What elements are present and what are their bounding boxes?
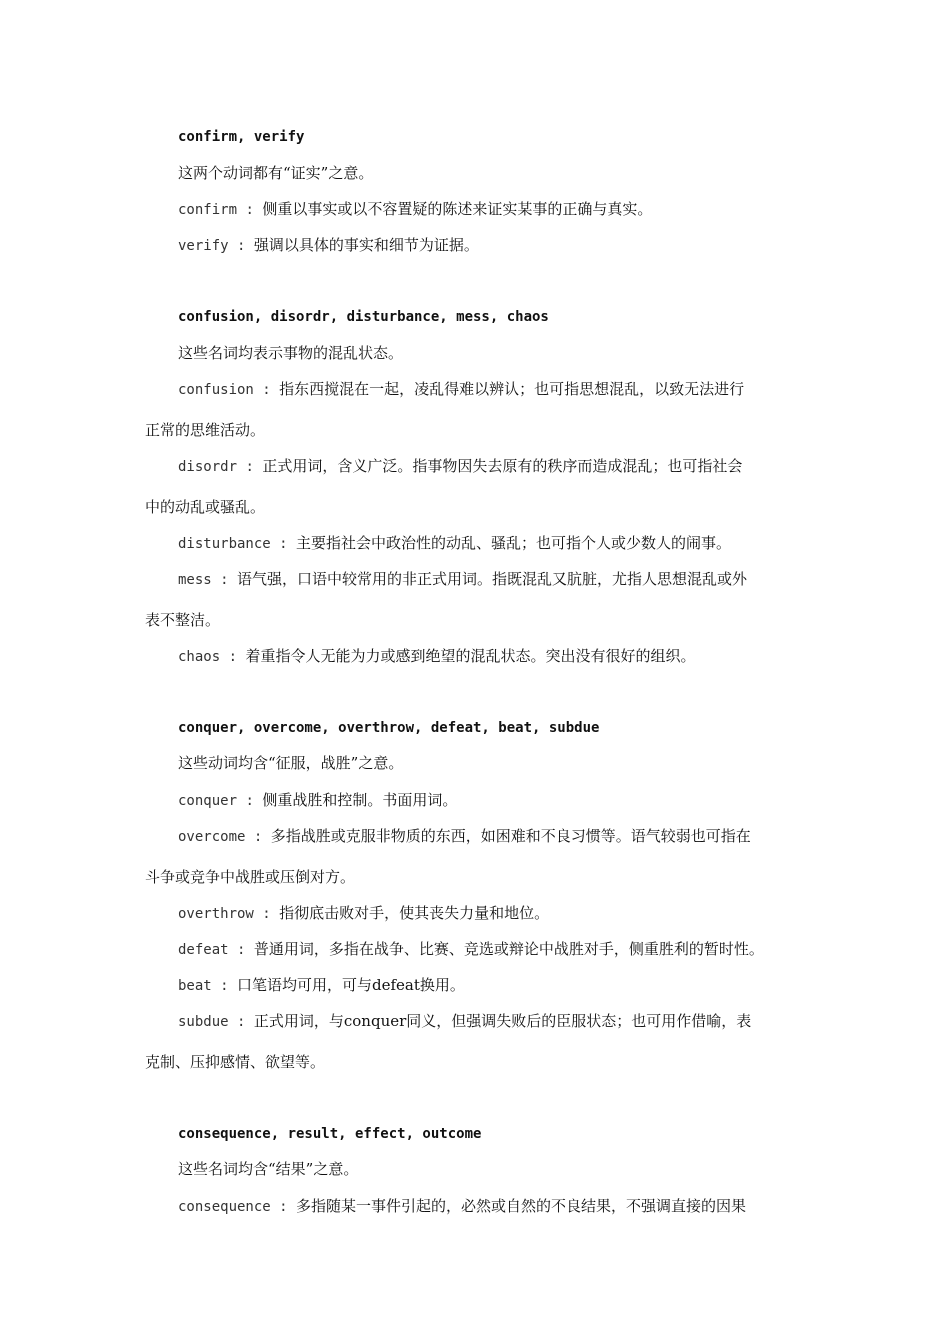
definition-text: 强调以具体的事实和细节为证据。 [253,236,479,254]
definition-separator: : [237,793,263,809]
definition-line [178,533,858,554]
definition-term: mess [178,572,212,588]
definition-term: overcome [178,829,246,845]
definition-term: verify [178,238,229,254]
definition-text: 普通用词，多指在战争、比赛、竞选或辩论中战胜对手，侧重胜利的暂时性。 [253,940,764,958]
definition-line [178,975,858,996]
definition-term: conquer [178,793,238,809]
definition-text: 指彻底击败对手，使其丧失力量和地位。 [279,904,550,922]
definition-text: 口笔语均可用，可与defeat换用。 [237,976,465,994]
definition-text: 多指战胜或克服非物质的东西，如困难和不良习惯等。语气较弱也可指在 [270,827,751,845]
entry-intro: 这些名词均表示事物的混乱状态。 [178,344,404,362]
definition-line [178,939,858,960]
definition-separator: : [237,459,263,475]
definition-text: 正式用词，与conquer同义，但强调失败后的臣服状态；也可用作借喻，表 [253,1012,752,1030]
definition-text: 语气强，口语中较常用的非正式用词。指既混乱又肮脏，尤指人思想混乱或外 [237,570,748,588]
definition-line [178,456,858,477]
definition-line [178,646,858,667]
definition-separator: : [228,1014,254,1030]
definition-line [178,826,858,847]
entry-intro: 这些名词均含“结果”之意。 [178,1160,359,1178]
definition-text: 侧重战胜和控制。书面用词。 [262,791,458,809]
definition-term: disturbance [178,536,271,552]
definition-text: 指东西搅混在一起，凌乱得难以辨认；也可指思想混乱，以致无法进行 [279,380,745,398]
definition-term: subdue [178,1014,229,1030]
definition-separator: : [270,1199,297,1215]
definition-continuation: 斗争或竞争中战胜或压倒对方。 [145,868,356,886]
definition-separator: : [237,202,263,218]
definition-line [178,569,858,590]
definition-continuation: 表不整洁。 [145,611,221,629]
definition-term: consequence [178,1199,271,1215]
definition-term: overthrow [178,906,254,922]
definition-separator: : [228,942,254,958]
definition-term: chaos [178,649,221,665]
definition-separator: : [245,829,271,845]
definition-line [178,235,858,256]
entry-heading: conquer, overcome, overthrow, defeat, beat, subdue [178,720,600,736]
definition-line [178,790,858,811]
entry-intro: 这两个动词都有“证实”之意。 [178,164,374,182]
definition-continuation: 克制、压抑感情、欲望等。 [145,1053,326,1071]
definition-line [178,1011,858,1032]
definition-text: 主要指社会中政治性的动乱、骚乱；也可指个人或少数人的闹事。 [296,534,732,552]
definition-text: 侧重以事实或以不容置疑的陈述来证实某事的正确与真实。 [262,200,653,218]
definition-term: confirm [178,202,238,218]
definition-term: defeat [178,942,229,958]
definition-term: beat [178,978,212,994]
entry-heading: consequence, result, effect, outcome [178,1126,482,1142]
entry-intro: 这些动词均含“征服，战胜”之意。 [178,754,404,772]
definition-separator: : [270,536,297,552]
definition-separator: : [211,978,238,994]
definition-line [178,903,858,924]
definition-continuation: 正常的思维活动。 [145,421,266,439]
definition-term: disordr [178,459,238,475]
definition-line [178,199,858,220]
definition-line [178,1196,858,1217]
definition-separator: : [253,906,280,922]
definition-text: 多指随某一事件引起的，必然或自然的不良结果，不强调直接的因果 [296,1197,747,1215]
definition-line [178,379,858,400]
definition-text: 着重指令人无能为力或感到绝望的混乱状态。突出没有很好的组织。 [245,647,696,665]
definition-separator: : [228,238,254,254]
entry-heading: confusion, disordr, disturbance, mess, chaos [178,309,549,325]
definition-term: confusion [178,382,254,398]
definition-separator: : [253,382,280,398]
definition-continuation: 中的动乱或骚乱。 [145,498,266,516]
definition-separator: : [211,572,238,588]
definition-separator: : [220,649,246,665]
entry-heading: confirm, verify [178,129,305,145]
definition-text: 正式用词，含义广泛。指事物因失去原有的秩序而造成混乱；也可指社会 [262,457,743,475]
